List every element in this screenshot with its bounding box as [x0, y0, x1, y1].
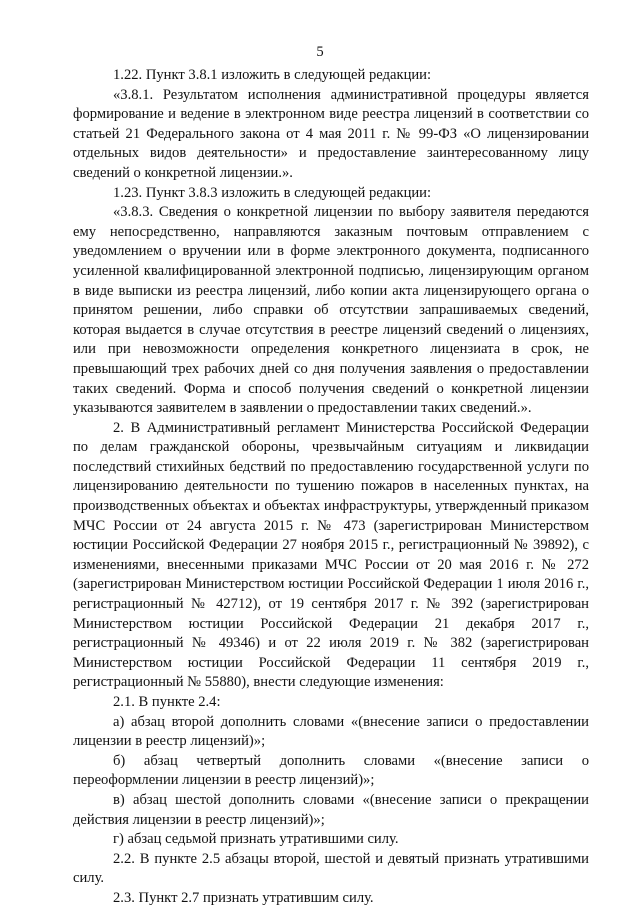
paragraph-2-1-b: б) абзац четвертый дополнить словами «(внесение записи о переоформлении лицензии в реестр лицензий)»; — [73, 752, 589, 789]
paragraph-2-1-v: в) абзац шестой дополнить словами «(внесение записи о прекращении действия лицензии в реестр лицензий)»; — [73, 791, 589, 828]
paragraph-2-1: 2.1. В пункте 2.4: — [113, 694, 221, 710]
paragraph-1-23: 1.23. Пункт 3.8.3 изложить в следующей редакции: — [113, 184, 432, 201]
paragraph-2: 2. В Административный регламент Министерства Российской Федерации по делам гражданской обороны, чрезвычайным ситуациям и ликвидации последствий стихийных бедствий по предоставлению государственной услуги по лицензированию деятельности по тушению пожаров в населенных пунктах, на производственных объектах и объектах инфраструктуры, утвержденный приказом МЧС России от 24 августа 2015 г. № 473 (зарегистрирован Министерством юстиции Российской Федерации 27 ноября 2015 г., регистрационный № 39892), с изменениями, внесенными приказами МЧС России от 20 мая 2016 г. № 272 (зарегистрирован Министерством юстиции Российской Федерации 1 июля 2016 г., регистрационный № 42712), от 19 сентября 2017 г. № 392 (зарегистрирован Министерством юстиции Российской Федерации 21 декабря 2017 г., регистрационный № 49346) и от 22 июля 2019 г. № 382 (зарегистрирован Министерством юстиции Российской Федерации 11 сентября 2019 г., регистрационный № 55880), внести следующие изменения: — [73, 419, 589, 691]
paragraph-2-2: 2.2. В пункте 2.5 абзацы второй, шестой и девятый признать утратившими силу. — [73, 850, 589, 887]
paragraph-3-8-1-text: «3.8.1. Результатом исполнения административной процедуры является формирование и ведение в электронном виде реестра лицензий в соответствии со статьей 21 Федерального закона от 4 мая 2011 г. № 99-ФЗ «О лицензировании отдельных видов деятельности» и предоставление заинтересованному лицу сведений о конкретной лицензии.». — [73, 86, 589, 181]
paragraph-2-1-g: г) абзац седьмой признать утратившими силу. — [113, 831, 399, 848]
document-body — [73, 66, 589, 909]
paragraph-2-1-a: а) абзац второй дополнить словами «(внесение записи о предоставлении лицензии в реестр лицензий)»; — [73, 713, 589, 750]
paragraph-2-3: 2.3. Пункт 2.7 признать утратившим силу. — [113, 889, 374, 906]
paragraph-1-22: 1.22. Пункт 3.8.1 изложить в следующей редакции: — [113, 67, 432, 83]
page-number: 5 — [316, 44, 324, 60]
paragraph-3-8-3-text: «3.8.3. Сведения о конкретной лицензии по выбору заявителя передаются ему непосредственно, направляются заказным почтовым отправлением с уведомлением о вручении или в форме электронного документа, подписанного усиленной квалифицированной электронной подписью, лицензирующим органом в виде выписки из реестра лицензий, либо копии акта лицензирующего органа о принятом решении, либо справки об отсутствии запрашиваемых сведений, которая выдается в случае отсутствия в реестре лицензий сведений о лицензиях, или при невозможности определения конкретного лицензиата в срок, не превышающий трех рабочих дней со дня получения заявления о предоставлении таких сведений. Форма и способ получения сведений о конкретной лицензии указываются заявителем в заявлении о предоставлении таких сведений.». — [73, 204, 589, 417]
